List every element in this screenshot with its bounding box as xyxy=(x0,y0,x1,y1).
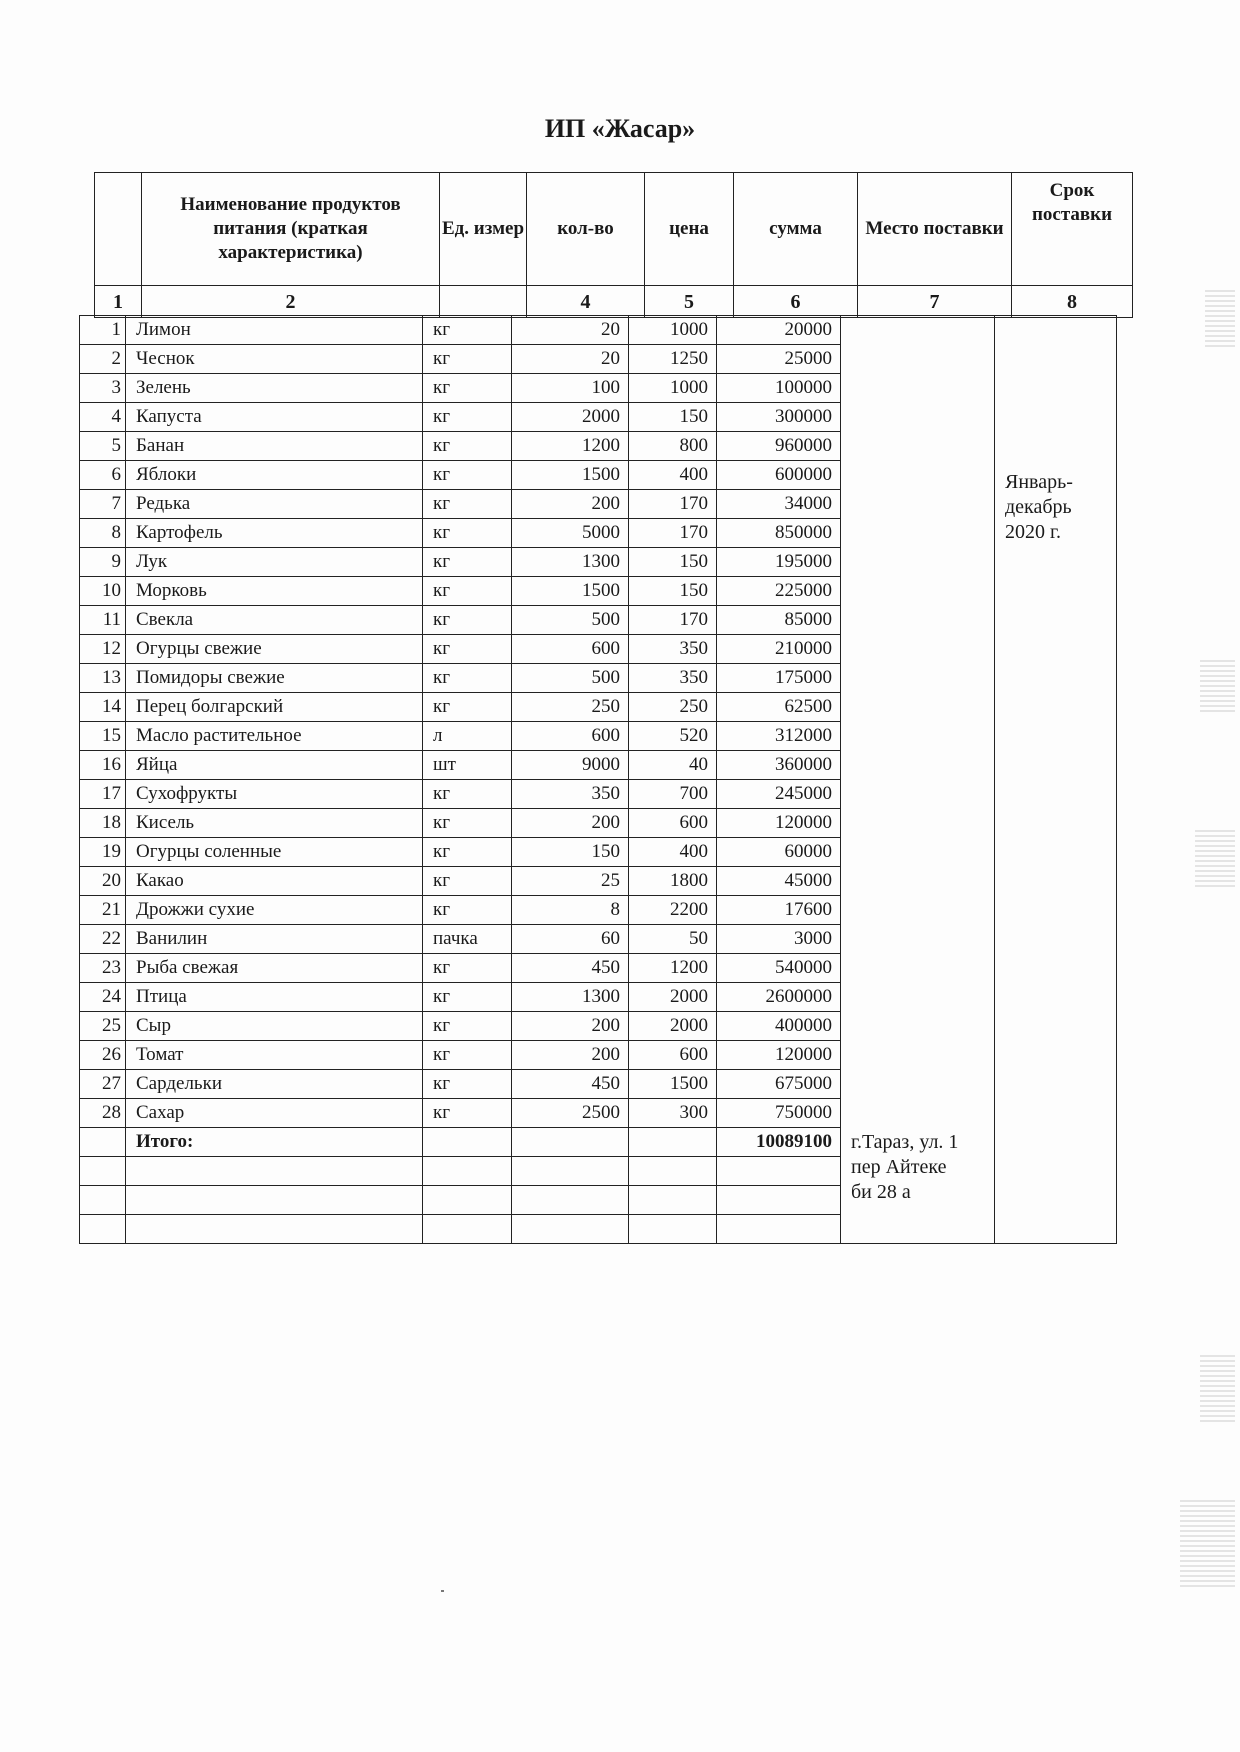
empty-cell xyxy=(126,1186,423,1215)
product-unit: кг xyxy=(423,374,512,403)
product-sum: 85000 xyxy=(717,606,841,635)
product-price: 2200 xyxy=(629,896,717,925)
total-label: Итого: xyxy=(126,1128,423,1157)
row-number: 25 xyxy=(80,1012,126,1041)
product-qty: 150 xyxy=(512,838,629,867)
product-price: 800 xyxy=(629,432,717,461)
row-number: 6 xyxy=(80,461,126,490)
header-term: Срок поставки xyxy=(1012,173,1133,286)
product-name: Сардельки xyxy=(126,1070,423,1099)
header-num-4: 4 xyxy=(527,286,645,318)
product-name: Перец болгарский xyxy=(126,693,423,722)
product-qty: 1500 xyxy=(512,577,629,606)
row-number: 15 xyxy=(80,722,126,751)
product-unit: кг xyxy=(423,1070,512,1099)
scan-noise xyxy=(1195,830,1235,890)
product-name: Кисель xyxy=(126,809,423,838)
product-unit: кг xyxy=(423,606,512,635)
product-price: 170 xyxy=(629,606,717,635)
product-price: 350 xyxy=(629,635,717,664)
product-name: Сахар xyxy=(126,1099,423,1128)
product-qty: 500 xyxy=(512,664,629,693)
product-unit: кг xyxy=(423,316,512,345)
product-sum: 210000 xyxy=(717,635,841,664)
scan-speck xyxy=(441,1590,444,1592)
delivery-term-line: 2020 г. xyxy=(1005,521,1061,543)
product-price: 2000 xyxy=(629,1012,717,1041)
header-num-6: 6 xyxy=(734,286,858,318)
total-empty xyxy=(629,1128,717,1157)
product-unit: кг xyxy=(423,519,512,548)
row-number: 19 xyxy=(80,838,126,867)
row-number: 9 xyxy=(80,548,126,577)
row-number: 24 xyxy=(80,983,126,1012)
product-sum: 120000 xyxy=(717,809,841,838)
header-num-7: 7 xyxy=(858,286,1012,318)
product-price: 150 xyxy=(629,577,717,606)
product-name: Масло растительное xyxy=(126,722,423,751)
product-qty: 20 xyxy=(512,316,629,345)
product-qty: 1300 xyxy=(512,548,629,577)
product-qty: 2000 xyxy=(512,403,629,432)
product-sum: 17600 xyxy=(717,896,841,925)
row-number: 7 xyxy=(80,490,126,519)
product-qty: 1200 xyxy=(512,432,629,461)
empty-cell xyxy=(423,1157,512,1186)
product-unit: кг xyxy=(423,345,512,374)
product-price: 1200 xyxy=(629,954,717,983)
product-unit: кг xyxy=(423,461,512,490)
product-name: Редька xyxy=(126,490,423,519)
product-price: 700 xyxy=(629,780,717,809)
header-num-3 xyxy=(440,286,527,318)
header-num-2: 2 xyxy=(142,286,440,318)
product-sum: 25000 xyxy=(717,345,841,374)
product-sum: 400000 xyxy=(717,1012,841,1041)
header-qty: кол-во xyxy=(527,173,645,286)
product-name: Ванилин xyxy=(126,925,423,954)
product-unit: кг xyxy=(423,1012,512,1041)
product-qty: 200 xyxy=(512,809,629,838)
product-unit: кг xyxy=(423,954,512,983)
product-name: Огурцы свежие xyxy=(126,635,423,664)
total-value: 10089100 xyxy=(717,1128,841,1157)
product-name: Сухофрукты xyxy=(126,780,423,809)
product-name: Свекла xyxy=(126,606,423,635)
row-number: 27 xyxy=(80,1070,126,1099)
product-sum: 34000 xyxy=(717,490,841,519)
delivery-term xyxy=(1005,470,1108,545)
empty-cell xyxy=(717,1186,841,1215)
empty-cell xyxy=(80,1215,126,1244)
product-unit: кг xyxy=(423,432,512,461)
product-sum: 60000 xyxy=(717,838,841,867)
product-price: 1000 xyxy=(629,374,717,403)
header-price: цена xyxy=(645,173,734,286)
product-unit: кг xyxy=(423,838,512,867)
product-unit: кг xyxy=(423,983,512,1012)
product-sum: 540000 xyxy=(717,954,841,983)
product-sum: 120000 xyxy=(717,1041,841,1070)
empty-cell xyxy=(126,1215,423,1244)
table-header xyxy=(94,172,1133,318)
header-index-cell xyxy=(95,173,142,286)
product-unit: кг xyxy=(423,548,512,577)
product-price: 600 xyxy=(629,809,717,838)
product-sum: 45000 xyxy=(717,867,841,896)
product-qty: 25 xyxy=(512,867,629,896)
product-unit: кг xyxy=(423,867,512,896)
product-qty: 200 xyxy=(512,490,629,519)
total-empty xyxy=(80,1128,126,1157)
product-price: 170 xyxy=(629,490,717,519)
product-sum: 960000 xyxy=(717,432,841,461)
product-qty: 1300 xyxy=(512,983,629,1012)
product-name: Какао xyxy=(126,867,423,896)
row-number: 3 xyxy=(80,374,126,403)
product-name: Банан xyxy=(126,432,423,461)
row-number: 14 xyxy=(80,693,126,722)
product-price: 1000 xyxy=(629,316,717,345)
product-unit: кг xyxy=(423,809,512,838)
empty-cell xyxy=(717,1157,841,1186)
product-unit: кг xyxy=(423,780,512,809)
product-unit: кг xyxy=(423,664,512,693)
row-number: 20 xyxy=(80,867,126,896)
product-name: Морковь xyxy=(126,577,423,606)
product-unit: кг xyxy=(423,693,512,722)
product-name: Огурцы соленные xyxy=(126,838,423,867)
product-name: Картофель xyxy=(126,519,423,548)
scan-noise xyxy=(1205,290,1235,350)
product-unit: кг xyxy=(423,490,512,519)
product-unit: кг xyxy=(423,1099,512,1128)
product-sum: 20000 xyxy=(717,316,841,345)
product-unit: кг xyxy=(423,1041,512,1070)
product-sum: 225000 xyxy=(717,577,841,606)
delivery-term-line: Январь- xyxy=(1005,471,1073,493)
empty-cell xyxy=(629,1215,717,1244)
empty-cell xyxy=(80,1157,126,1186)
product-unit: шт xyxy=(423,751,512,780)
product-price: 170 xyxy=(629,519,717,548)
product-unit: кг xyxy=(423,896,512,925)
delivery-place-line: би 28 а xyxy=(851,1181,911,1203)
delivery-place-cell xyxy=(841,316,995,1244)
product-sum: 360000 xyxy=(717,751,841,780)
product-qty: 100 xyxy=(512,374,629,403)
row-number: 5 xyxy=(80,432,126,461)
row-number: 17 xyxy=(80,780,126,809)
product-price: 350 xyxy=(629,664,717,693)
product-qty: 500 xyxy=(512,606,629,635)
empty-cell xyxy=(423,1186,512,1215)
product-name: Томат xyxy=(126,1041,423,1070)
row-number: 21 xyxy=(80,896,126,925)
product-unit: л xyxy=(423,722,512,751)
product-sum: 2600000 xyxy=(717,983,841,1012)
product-qty: 9000 xyxy=(512,751,629,780)
total-empty xyxy=(423,1128,512,1157)
product-name: Птица xyxy=(126,983,423,1012)
row-number: 8 xyxy=(80,519,126,548)
delivery-place-line: пер Айтеке xyxy=(851,1156,947,1178)
header-num-1: 1 xyxy=(95,286,142,318)
product-sum: 600000 xyxy=(717,461,841,490)
product-price: 150 xyxy=(629,548,717,577)
product-sum: 245000 xyxy=(717,780,841,809)
product-name: Дрожжи сухие xyxy=(126,896,423,925)
scan-noise xyxy=(1180,1500,1235,1590)
product-name: Сыр xyxy=(126,1012,423,1041)
row-number: 11 xyxy=(80,606,126,635)
empty-cell xyxy=(512,1186,629,1215)
product-price: 300 xyxy=(629,1099,717,1128)
product-price: 400 xyxy=(629,838,717,867)
product-sum: 195000 xyxy=(717,548,841,577)
row-number: 1 xyxy=(80,316,126,345)
product-price: 1250 xyxy=(629,345,717,374)
product-qty: 250 xyxy=(512,693,629,722)
product-name: Яблоки xyxy=(126,461,423,490)
row-number: 28 xyxy=(80,1099,126,1128)
empty-cell xyxy=(512,1215,629,1244)
product-name: Зелень xyxy=(126,374,423,403)
product-unit: кг xyxy=(423,403,512,432)
product-name: Лук xyxy=(126,548,423,577)
delivery-place-line: г.Тараз, ул. 1 xyxy=(851,1131,959,1153)
product-qty: 20 xyxy=(512,345,629,374)
product-qty: 450 xyxy=(512,1070,629,1099)
empty-cell xyxy=(717,1215,841,1244)
row-number: 4 xyxy=(80,403,126,432)
row-number: 10 xyxy=(80,577,126,606)
product-sum: 3000 xyxy=(717,925,841,954)
product-qty: 450 xyxy=(512,954,629,983)
empty-cell xyxy=(423,1215,512,1244)
product-qty: 350 xyxy=(512,780,629,809)
product-name: Лимон xyxy=(126,316,423,345)
row-number: 23 xyxy=(80,954,126,983)
product-price: 40 xyxy=(629,751,717,780)
product-sum: 312000 xyxy=(717,722,841,751)
header-name: Наименование продуктов питания (краткая характеристика) xyxy=(142,173,440,286)
table-row xyxy=(80,316,1117,345)
product-sum: 750000 xyxy=(717,1099,841,1128)
product-name: Яйца xyxy=(126,751,423,780)
product-qty: 60 xyxy=(512,925,629,954)
empty-cell xyxy=(629,1157,717,1186)
product-qty: 2500 xyxy=(512,1099,629,1128)
product-unit: пачка xyxy=(423,925,512,954)
product-price: 1500 xyxy=(629,1070,717,1099)
delivery-term-line: декабрь xyxy=(1005,496,1072,518)
product-price: 520 xyxy=(629,722,717,751)
scan-noise xyxy=(1200,1355,1235,1425)
product-name: Капуста xyxy=(126,403,423,432)
header-unit: Ед. измер xyxy=(440,173,527,286)
product-sum: 300000 xyxy=(717,403,841,432)
product-sum: 175000 xyxy=(717,664,841,693)
product-qty: 1500 xyxy=(512,461,629,490)
row-number: 12 xyxy=(80,635,126,664)
product-price: 250 xyxy=(629,693,717,722)
product-sum: 62500 xyxy=(717,693,841,722)
row-number: 18 xyxy=(80,809,126,838)
row-number: 26 xyxy=(80,1041,126,1070)
product-name: Чеснок xyxy=(126,345,423,374)
empty-cell xyxy=(512,1157,629,1186)
delivery-term-cell xyxy=(995,316,1117,1244)
empty-cell xyxy=(629,1186,717,1215)
product-sum: 100000 xyxy=(717,374,841,403)
empty-cell xyxy=(80,1186,126,1215)
document-title: ИП «Жасар» xyxy=(544,114,696,143)
product-price: 150 xyxy=(629,403,717,432)
header-num-8: 8 xyxy=(1012,286,1133,318)
product-price: 1800 xyxy=(629,867,717,896)
row-number: 2 xyxy=(80,345,126,374)
scan-noise xyxy=(1200,660,1235,715)
product-qty: 8 xyxy=(512,896,629,925)
product-qty: 200 xyxy=(512,1041,629,1070)
row-number: 22 xyxy=(80,925,126,954)
product-price: 2000 xyxy=(629,983,717,1012)
header-sum: сумма xyxy=(734,173,858,286)
row-number: 13 xyxy=(80,664,126,693)
product-qty: 200 xyxy=(512,1012,629,1041)
product-qty: 5000 xyxy=(512,519,629,548)
product-qty: 600 xyxy=(512,635,629,664)
products-table xyxy=(79,315,1117,1244)
delivery-place xyxy=(851,1130,986,1205)
product-sum: 850000 xyxy=(717,519,841,548)
product-unit: кг xyxy=(423,577,512,606)
product-name: Помидоры свежие xyxy=(126,664,423,693)
product-name: Рыба свежая xyxy=(126,954,423,983)
total-empty xyxy=(512,1128,629,1157)
product-unit: кг xyxy=(423,635,512,664)
header-place: Место поставки xyxy=(858,173,1012,286)
header-num-5: 5 xyxy=(645,286,734,318)
product-price: 400 xyxy=(629,461,717,490)
row-number: 16 xyxy=(80,751,126,780)
product-price: 600 xyxy=(629,1041,717,1070)
product-price: 50 xyxy=(629,925,717,954)
empty-cell xyxy=(126,1157,423,1186)
product-qty: 600 xyxy=(512,722,629,751)
product-sum: 675000 xyxy=(717,1070,841,1099)
